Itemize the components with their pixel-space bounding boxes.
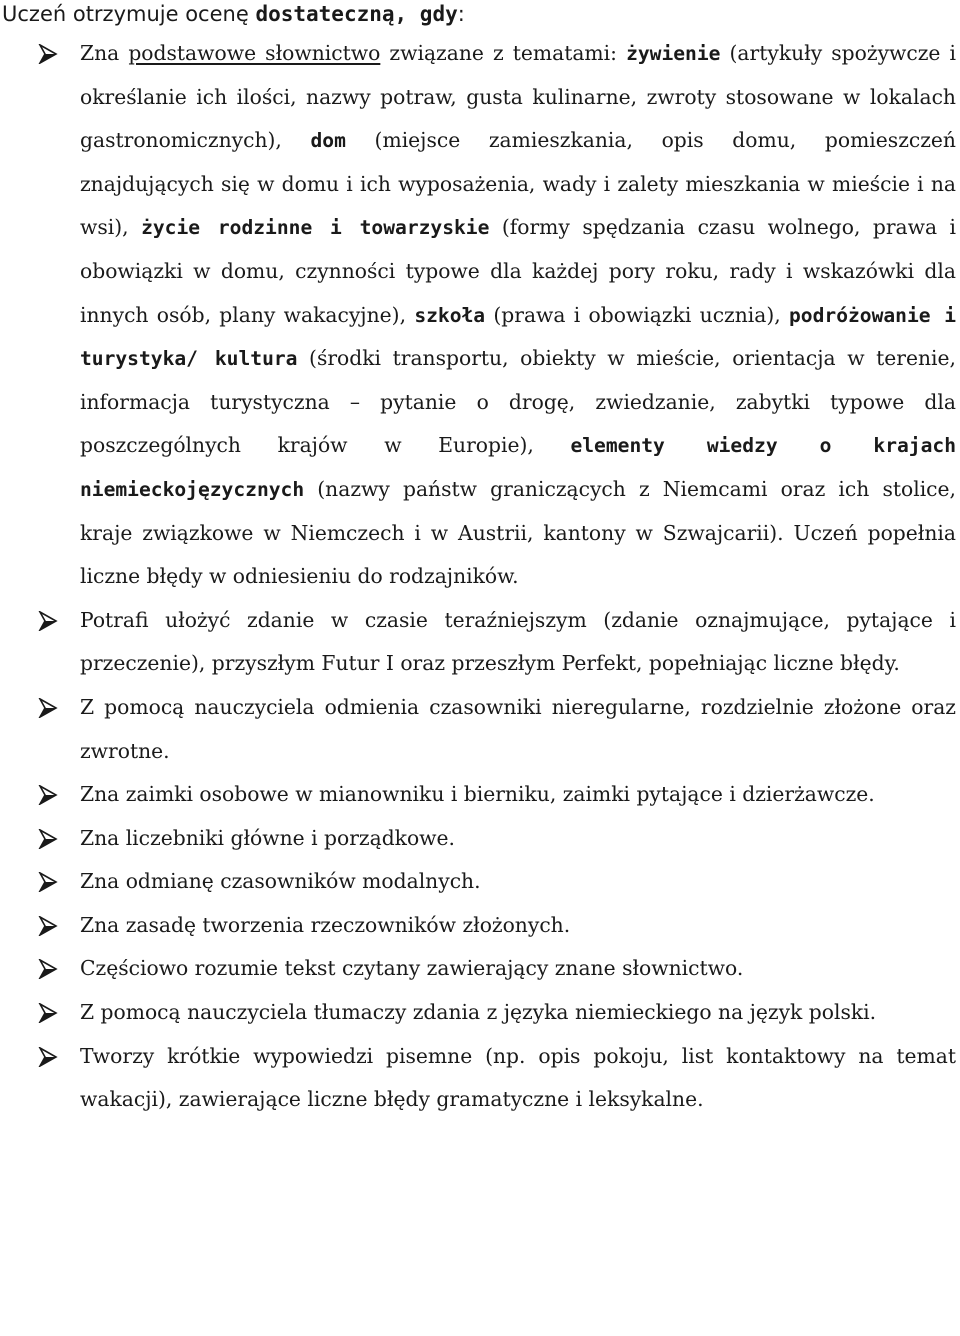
- topic-keyword: szkoła: [414, 303, 486, 327]
- heading-suffix: :: [457, 2, 465, 26]
- topic-keyword: życie rodzinne i towarzyskie: [141, 216, 490, 240]
- criteria-item: [0, 599, 956, 686]
- underlined-phrase: podstawowe słownictwo: [128, 41, 381, 65]
- criteria-item: [0, 904, 956, 948]
- arrowhead-bullet-icon: [38, 1003, 58, 1023]
- arrowhead-bullet-icon: [38, 959, 58, 979]
- item-text: Częściowo rozumie tekst czytany zawierający znane słownictwo.: [80, 956, 744, 981]
- item-text: Zna odmianę czasowników modalnych.: [80, 869, 481, 894]
- item-text: Zna: [80, 41, 129, 65]
- criteria-item: [0, 947, 956, 991]
- criteria-item: [0, 860, 956, 904]
- item-text: (środki transportu, obiekty w mieście, orientacja w terenie, informacja turystyczna – pytanie o drogę, zwiedzanie, zabytki typowe dla poszczególnych krajów w Europie),: [80, 346, 956, 458]
- topic-keyword: podróżowanie i turystyka/ kultura: [80, 303, 956, 371]
- item-text: Potrafi ułożyć zdanie w czasie teraźniejszym (zdanie oznajmujące, pytające i przeczenie), przyszłym Futur I oraz przeszłym Perfekt, popełniając liczne błędy.: [80, 607, 956, 676]
- item-text: (nazwy państw graniczących z Niemcami oraz ich stolice, kraje związkowe w Niemczech i w Austrii, kantony w Szwajcarii). Uczeń popełnia liczne błędy w odniesieniu do rodzajników.: [80, 476, 956, 589]
- item-text: Tworzy krótkie wypowiedzi pisemne (np. opis pokoju, list kontaktowy na temat wakacji), zawierające liczne błędy gramatyczne i leksykalne.: [80, 1043, 956, 1112]
- item-text: (prawa i obowiązki ucznia),: [485, 302, 790, 327]
- arrowhead-bullet-icon: [38, 916, 58, 936]
- arrowhead-bullet-icon: [38, 44, 58, 64]
- arrowhead-bullet-icon: [38, 872, 58, 892]
- item-text: Zna zaimki osobowe w mianowniku i bierniku, zaimki pytające i dzierżawcze.: [80, 782, 875, 807]
- arrowhead-bullet-icon: [38, 611, 58, 631]
- grade-label: dostateczną, gdy: [255, 2, 458, 26]
- criteria-item: [0, 773, 956, 817]
- criteria-item: [0, 686, 956, 773]
- heading-prefix: Uczeń otrzymuje ocenę: [2, 2, 256, 26]
- arrowhead-bullet-icon: [38, 698, 58, 718]
- item-text: (miejsce zamieszkania, opis domu, pomieszczeń znajdujących się w domu i ich wyposażenia, wady i zalety mieszkania w mieście i na wsi),: [80, 128, 956, 240]
- criteria-item: [0, 1035, 956, 1122]
- item-text: (artykuły spożywcze i określanie ich ilości, nazwy potraw, gusta kulinarne, zwroty stosowane w lokalach gastronomicznych),: [80, 41, 956, 153]
- criteria-item: [0, 817, 956, 861]
- item-text: Zna zasadę tworzenia rzeczowników złożonych.: [80, 912, 571, 937]
- criteria-list: [0, 32, 956, 1122]
- criteria-item: [0, 991, 956, 1035]
- arrowhead-bullet-icon: [38, 829, 58, 849]
- criteria-item: [0, 32, 956, 599]
- arrowhead-bullet-icon: [38, 785, 58, 805]
- topic-keyword: elementy wiedzy o krajach niemieckojęzycznych: [80, 434, 956, 501]
- item-text: związane z tematami:: [380, 41, 627, 65]
- section-heading: [2, 0, 465, 28]
- item-text: Z pomocą nauczyciela odmienia czasowniki nieregularne, rozdzielnie złożone oraz zwrotne.: [80, 694, 956, 763]
- topic-keyword: dom: [310, 129, 346, 153]
- item-text: Zna liczebniki główne i porządkowe.: [80, 825, 455, 850]
- arrowhead-bullet-icon: [38, 1047, 58, 1067]
- item-text: Z pomocą nauczyciela tłumaczy zdania z języka niemieckiego na język polski.: [80, 1000, 877, 1025]
- item-text: (formy spędzania czasu wolnego, prawa i obowiązki w domu, czynności typowe dla każdej pory roku, rady i wskazówki dla innych osób, plany wakacyjne),: [80, 215, 957, 327]
- topic-keyword: żywienie: [626, 42, 721, 65]
